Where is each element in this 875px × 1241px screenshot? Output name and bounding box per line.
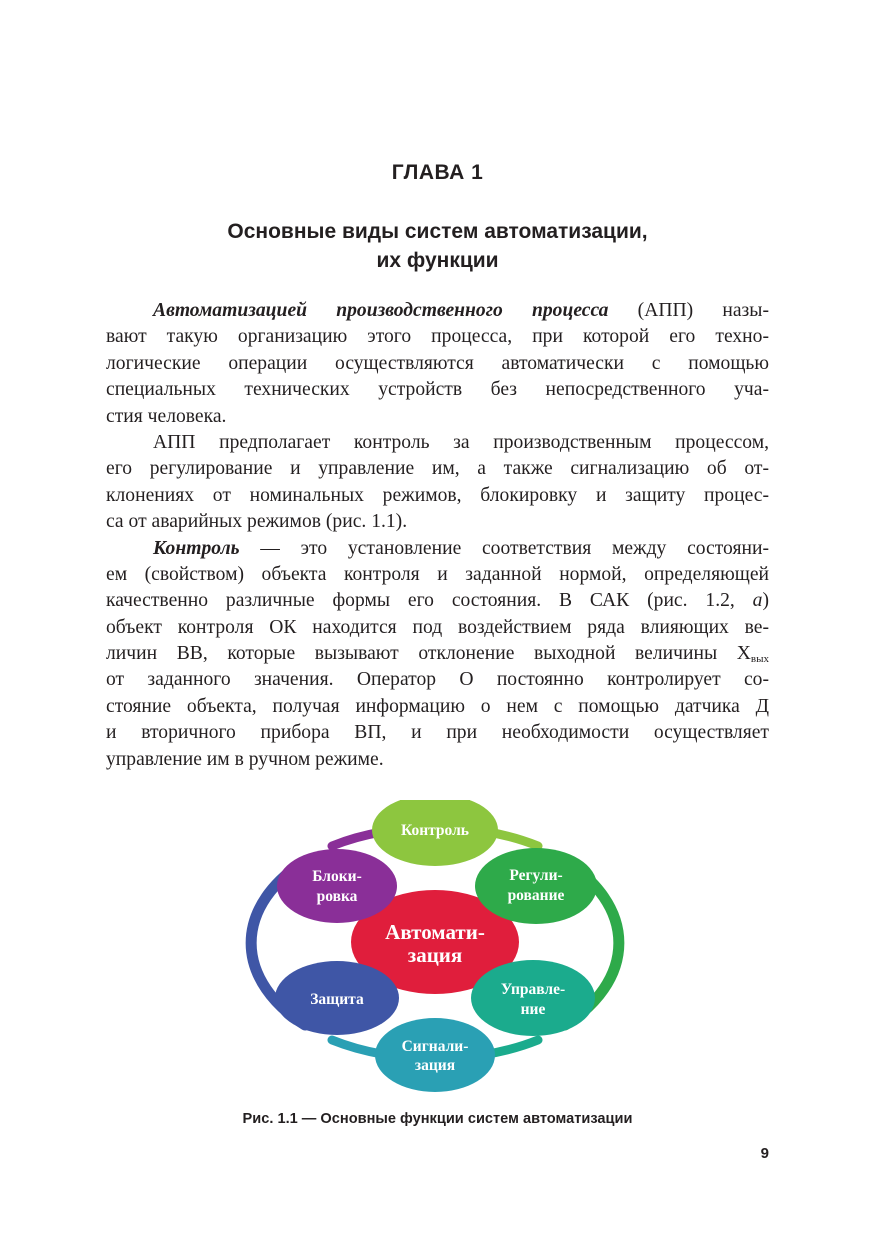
paragraph-1-line: специальных технических устройств без непосредственного уча- [106, 379, 769, 401]
paragraph-3-line: объект контроля ОК находится под воздействием ряда влияющих ве- [106, 616, 769, 638]
chapter-title [0, 217, 875, 275]
paragraph-2-line: клонениях от номинальных режимов, блокировку и защиту процес- [106, 484, 769, 506]
paragraph-3-line: стояние объекта, получая информацию о нем с помощью датчика Д [106, 695, 769, 717]
node-blocking [277, 849, 397, 923]
paragraph-1-line: стия человека. [106, 405, 227, 427]
node-regulation [475, 848, 597, 924]
figure-caption: Рис. 1.1 — Основные функции систем автоматизации [242, 1111, 633, 1127]
node-blocking-shape [277, 849, 397, 923]
node-management-shape [471, 960, 595, 1036]
paragraph-2-line: его регулирование и управление им, а также сигнализацию об от- [106, 458, 769, 480]
node-signaling [375, 1018, 495, 1092]
paragraph-3-line: ем (свойством) объекта контроля и заданной нормой, определяющей [106, 563, 769, 585]
node-regulation-shape [475, 848, 597, 924]
node-control-line-1: Контроль [400, 822, 470, 839]
term-automation: Автоматизацией производственного процесса [153, 300, 609, 321]
node-blocking-line-1: Блоки- [312, 868, 362, 885]
paragraph-2-line: са от аварийных режимов (рис. 1.1). [106, 511, 408, 533]
node-signaling-shape [375, 1018, 495, 1092]
node-protection-line-1: Защита [310, 991, 364, 1008]
paragraph-3-line: управление им в ручном режиме. [106, 748, 384, 770]
node-management-line-1: Управле- [500, 981, 566, 998]
automation-functions-diagram [230, 800, 640, 1100]
node-management-line-2: ние [520, 1001, 546, 1018]
chapter-title-line-2: их функции [376, 249, 499, 272]
node-automation-line-2: зация [407, 943, 463, 967]
node-regulation-line-1: Регули- [509, 867, 563, 884]
paragraph-1-line: логические операции осуществляются автоматически с помощью [106, 352, 769, 374]
node-management [471, 960, 595, 1036]
paragraph-3-line: личин ВВ, которые вызывают отклонение выходной величины $X_{вых}$ [106, 643, 769, 666]
node-regulation-line-2: рование [507, 887, 565, 904]
paragraph-2-line: АПП предполагает контроль за производственным процессом, [153, 431, 769, 453]
page-number: 9 [760, 1145, 769, 1162]
paragraph-3-line: и вторичного прибора ВП, и при необходимости осуществляет [106, 722, 769, 744]
term-control: Контроль [153, 537, 240, 559]
node-signaling-line-2: зация [414, 1057, 456, 1074]
body-text [106, 298, 769, 773]
chapter-heading: ГЛАВА 1 [391, 161, 484, 184]
node-blocking-line-2: ровка [316, 888, 358, 905]
subscript-output: вых [750, 653, 769, 666]
paragraph-3-line: от заданного значения. Оператор О постоянно контролирует со- [106, 669, 769, 691]
paragraph-1-line: вают такую организацию этого процесса, при которой его техно- [106, 326, 769, 348]
chapter-title-line-1: Основные виды систем автоматизации, [227, 220, 648, 243]
node-control [372, 800, 498, 866]
paragraph-1-line: Автоматизацией производственного процесса (АПП) назы- [153, 300, 769, 321]
node-protection [275, 961, 399, 1035]
paragraph-3-line: качественно различные формы его состояния. В САК (рис. 1.2, а) [106, 590, 769, 612]
node-automation-line-1: Автомати- [385, 920, 485, 944]
paragraph-3-line: Контроль — это установление соответствия между состояни- [153, 537, 769, 559]
node-signaling-line-1: Сигнали- [401, 1038, 469, 1055]
